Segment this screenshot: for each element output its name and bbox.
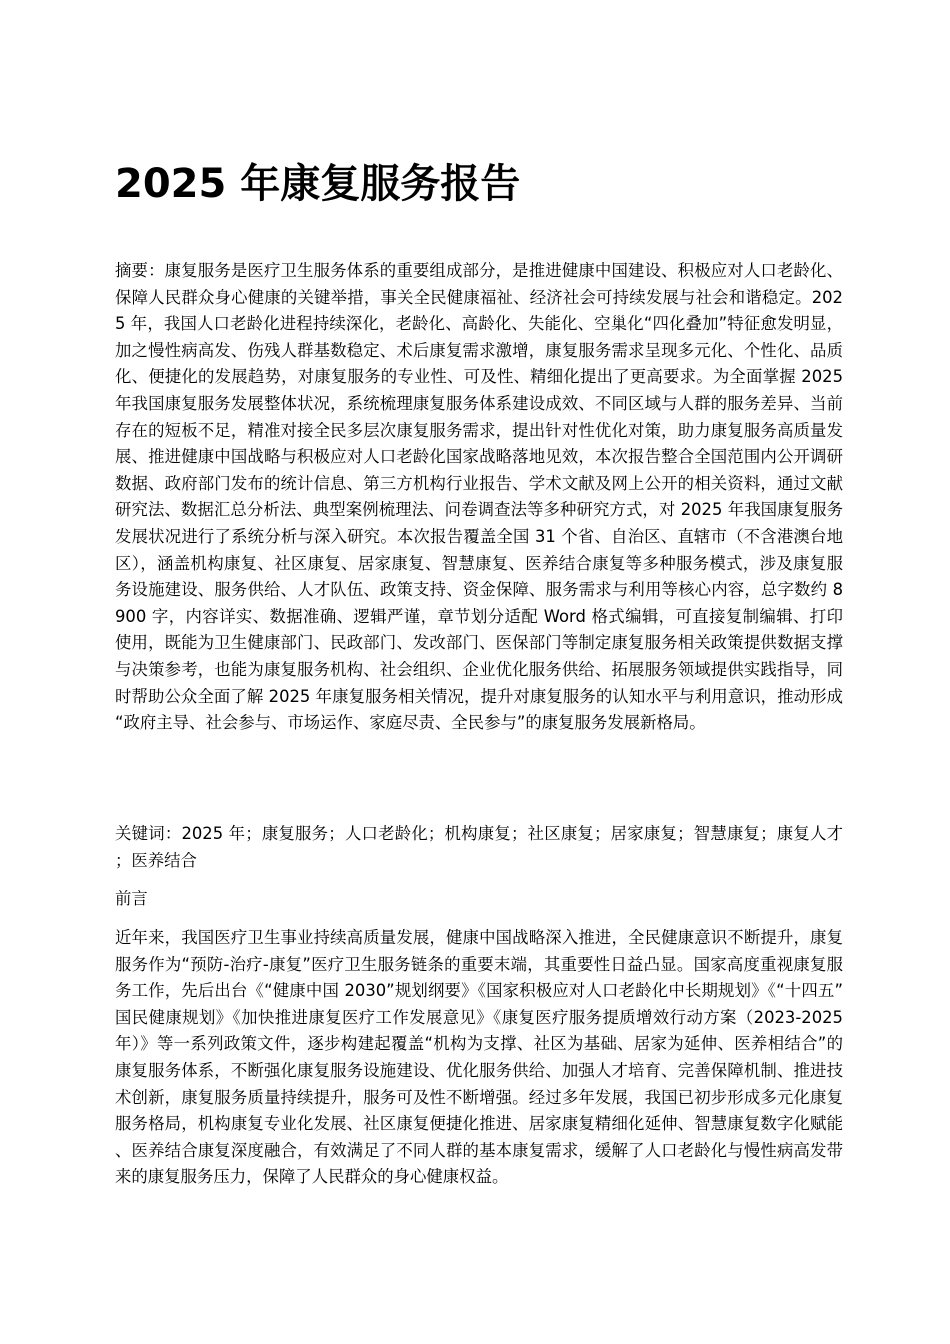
- document-title: 2025 年康复服务报告: [115, 161, 521, 207]
- keywords-paragraph: 关键词：2025 年；康复服务；人口老龄化；机构康复；社区康复；居家康复；智慧康复；康复人才；医养结合: [115, 824, 843, 870]
- preface-heading: 前言: [115, 889, 148, 908]
- intro-paragraph: 近年来，我国医疗卫生事业持续高质量发展，健康中国战略深入推进，全民健康意识不断提升，康复服务作为“预防-治疗-康复”医疗卫生服务链条的重要末端，其重要性日益凸显。国家高度重视康复服务工作，先后出台《“健康中国 2030”规划纲要》《国家积极应对人口老龄化中长期规划》《“十四五”国民健康规划》《加快推进康复医疗工作发展意见》《康复医疗服务提质增效行动方案（2023-2025 年）》等一系列政策文件，逐步构建起覆盖“机构为支撑、社区为基础、居家为延伸、医养相结合”的康复服务体系，不断强化康复服务设施建设、优化服务供给、加强人才培育、完善保障机制、推进技术创新，康复服务质量持续提升，服务可及性不断增强。经过多年发展，我国已初步形成多元化康复服务格局，机构康复专业化发展、社区康复便捷化推进、居家康复精细化延伸、智慧康复数字化赋能、医养结合康复深度融合，有效满足了不同人群的基本康复需求，缓解了人口老龄化与慢性病高发带来的康复服务压力，保障了人民群众的身心健康权益。: [115, 928, 843, 1187]
- abstract-paragraph: 摘要：康复服务是医疗卫生服务体系的重要组成部分，是推进健康中国建设、积极应对人口老龄化、保障人民群众身心健康的关键举措，事关全民健康福祉、经济社会可持续发展与社会和谐稳定。2025 年，我国人口老龄化进程持续深化，老龄化、高龄化、失能化、空巢化“四化叠加”特征愈发明显，加之慢性病高发、伤残人群基数稳定、术后康复需求激增，康复服务需求呈现多元化、个性化、品质化、便捷化的发展趋势，对康复服务的专业性、可及性、精细化提出了更高要求。为全面掌握 2025 年我国康复服务发展整体状况，系统梳理康复服务体系建设成效、不同区域与人群的服务差异、当前存在的短板不足，精准对接全民多层次康复服务需求，提出针对性优化对策，助力康复服务高质量发展、推进健康中国战略与积极应对人口老龄化国家战略落地见效，本次报告整合全国范围内公开调研数据、政府部门发布的统计信息、第三方机构行业报告、学术文献及网上公开的相关资料，通过文献研究法、数据汇总分析法、典型案例梳理法、问卷调查法等多种研究方式，对 2025 年我国康复服务发展状况进行了系统分析与深入研究。本次报告覆盖全国 31 个省、自治区、直辖市（不含港澳台地区），涵盖机构康复、社区康复、居家康复、智慧康复、医养结合康复等多种服务模式，涉及康复服务设施建设、服务供给、人才队伍、政策支持、资金保障、服务需求与利用等核心内容，总字数约 8900 字，内容详实、数据准确、逻辑严谨，章节划分适配 Word 格式编辑，可直接复制编辑、打印使用，既能为卫生健康部门、民政部门、发改部门、医保部门等制定康复服务相关政策提供数据支撑与决策参考，也能为康复服务机构、社会组织、企业优化服务供给、拓展服务领域提供实践指导，同时帮助公众全面了解 2025 年康复服务相关情况，提升对康复服务的认知水平与利用意识，推动形成“政府主导、社会参与、市场运作、家庭尽责、全民参与”的康复服务发展新格局。: [115, 261, 843, 733]
